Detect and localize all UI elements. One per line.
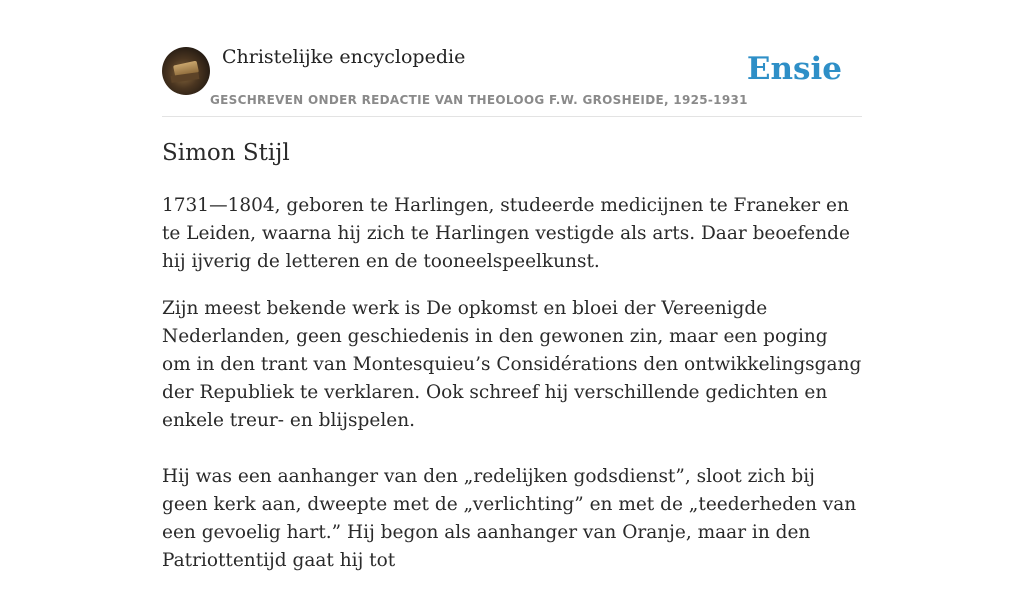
site-subtitle: GESCHREVEN ONDER REDACTIE VAN THEOLOOG F.W. GROSHEIDE, 1925-1931 [210,93,748,107]
article-title: Simon Stijl [162,140,290,166]
article-paragraph: 1731—1804, geboren te Harlingen, studeerde medicijnen te Franeker en te Leiden, waarna hij zich te Harlingen vestigde als arts. Daar beoefende hij ijverig de letteren en de tooneelspeelkunst. [162,195,850,272]
article-paragraph: Hij was een aanhanger van den „redelijken godsdienst”, sloot zich bij geen kerk aan, dweepte met de „verlichting” en met de „teederheden van een gevoelig hart.” Hij begon als aanhanger van Oranje, maar in den Patriottentijd gaat hij tot [162,466,857,571]
article-paragraph: Zijn meest bekende werk is De opkomst en bloei der Vereenigde Nederlanden, geen geschiedenis in den gewonen zin, maar een poging om in den trant van Montesquieu’s Considérations den ontwikkelingsgang der Republiek te verklaren. Ook schreef hij verschillende gedichten en enkele treur- en blijspelen. [162,298,862,431]
article-body [162,192,862,594]
site-title[interactable]: Christelijke encyclopedie [222,46,466,68]
site-header [162,0,862,117]
page [162,0,862,571]
site-logo[interactable] [162,47,210,95]
brand-logo[interactable]: Ensie [746,51,842,87]
